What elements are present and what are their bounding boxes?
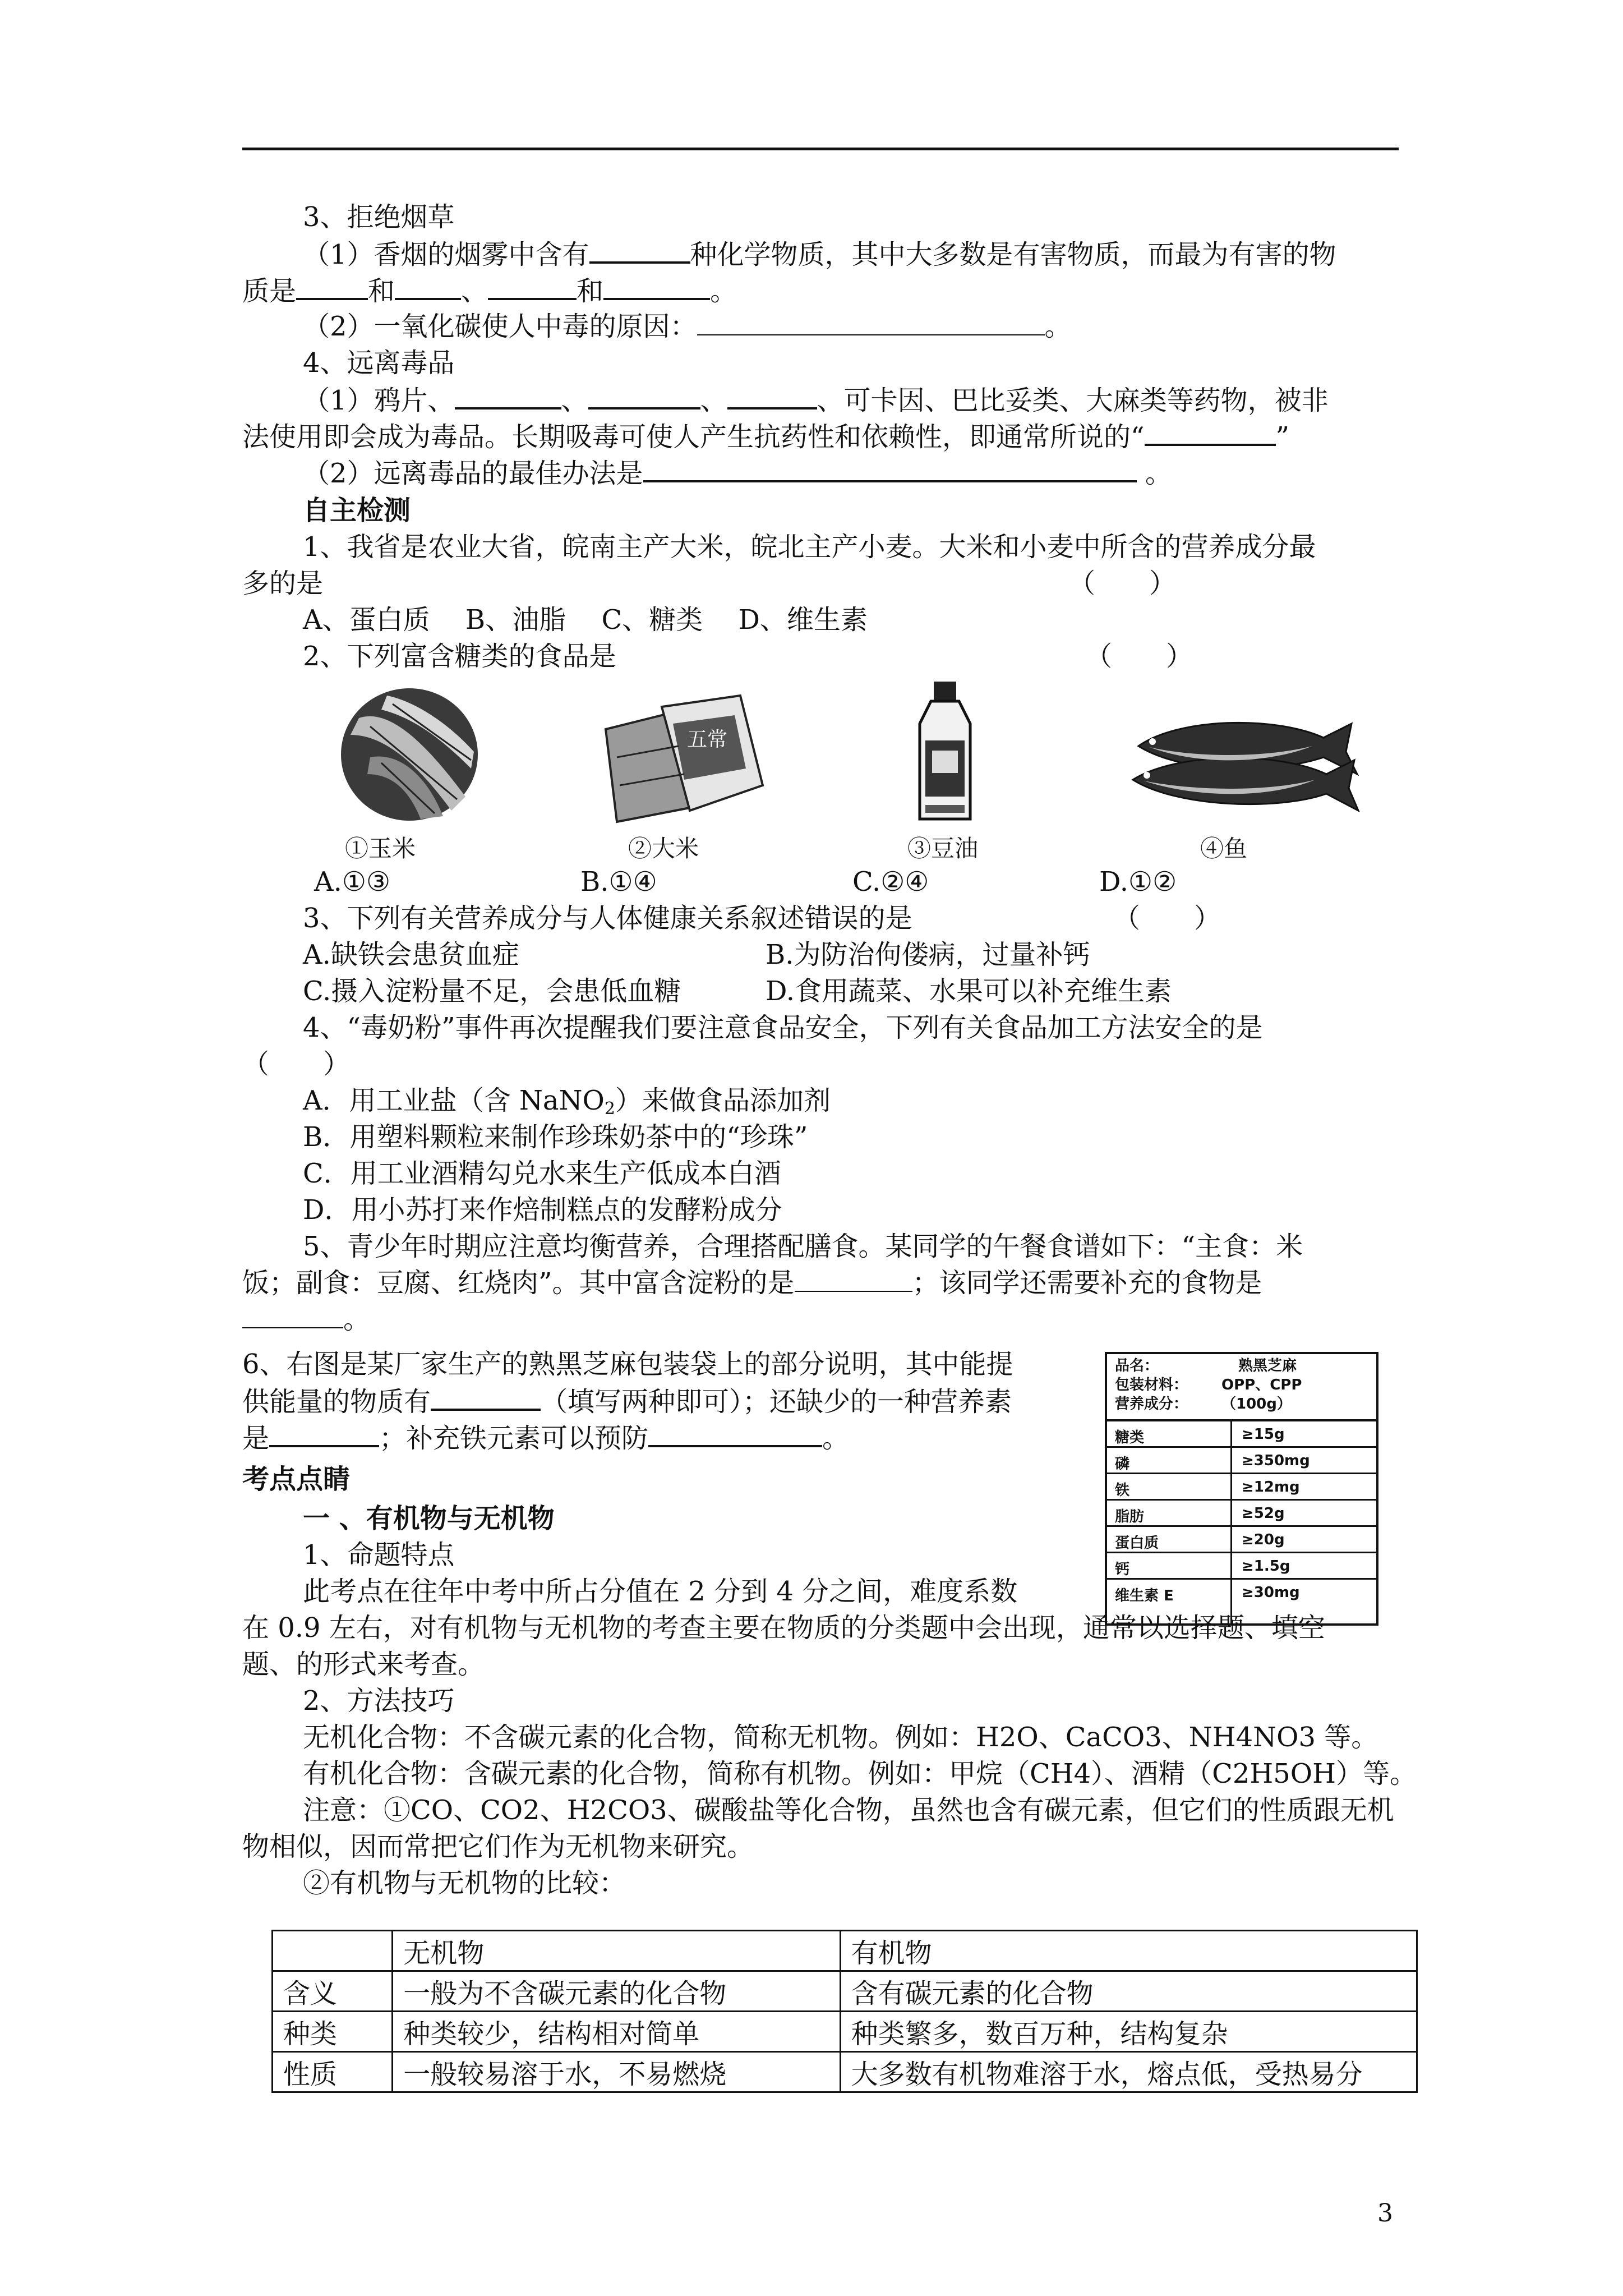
table-cell: 种类 bbox=[273, 2012, 393, 2052]
heading-self-test: 自主检测 bbox=[303, 495, 411, 526]
q1-line-2: 多的是 bbox=[242, 568, 324, 599]
para-comparison: ②有机物与无机物的比较： bbox=[303, 1867, 626, 1899]
fish-image bbox=[1127, 712, 1363, 819]
q3-paren: （ ） bbox=[1113, 903, 1221, 934]
q4-option-a: A．用工业盐（含 NaNO2）来做食品添加剂 bbox=[303, 1085, 831, 1119]
table-cell: 种类繁多，数百万种，结构复杂 bbox=[840, 2012, 1417, 2052]
section-tobacco: 3、拒绝烟草 bbox=[303, 201, 455, 233]
nutrition-row: 糖类 ≥15g bbox=[1107, 1421, 1376, 1448]
para-1-line-3: 题、的形式来考查。 bbox=[242, 1649, 485, 1680]
q2-option-a: A.①③ bbox=[314, 866, 390, 898]
food-caption-corn: ①玉米 bbox=[345, 835, 416, 862]
q3-option-b: B.为防治佝偻病，过量补钙 bbox=[766, 939, 1090, 970]
soybean-oil-bottle-image bbox=[909, 679, 981, 825]
section-drugs: 4、远离毒品 bbox=[303, 347, 455, 379]
nutrition-row: 蛋白质 ≥20g bbox=[1107, 1527, 1376, 1553]
q2-paren: （ ） bbox=[1085, 641, 1193, 672]
comparison-table bbox=[271, 1930, 1418, 2093]
nutrition-row: 钙 ≥1.5g bbox=[1107, 1553, 1376, 1580]
heading-organic-inorganic: 一 、有机物与无机物 bbox=[303, 1503, 555, 1534]
nutrition-row: 磷 ≥350mg bbox=[1107, 1448, 1376, 1474]
table-cell bbox=[273, 1931, 393, 1971]
q4-option-d: D．用小苏打来作焙制糕点的发酵粉成分 bbox=[303, 1194, 782, 1226]
q3-option-a: A.缺铁会患贫血症 bbox=[303, 939, 519, 970]
q3-stem: 3、下列有关营养成分与人体健康关系叙述错误的是 bbox=[303, 903, 912, 934]
q2-option-b: B.①④ bbox=[580, 866, 657, 898]
nutrition-row: 维生素 E ≥30mg bbox=[1115, 1584, 1300, 1604]
para-organic: 有机化合物：含碳元素的化合物，简称有机物。例如：甲烷（CH4）、酒精（C2H5OH）等。 bbox=[303, 1758, 1417, 1789]
q2-option-c: C.②④ bbox=[852, 866, 929, 898]
table-cell: 性质 bbox=[273, 2052, 393, 2092]
para-1-line-1: 此考点在往年中考中所占分值在 2 分到 4 分之间，难度系数 bbox=[303, 1576, 1018, 1607]
q4-paren: （ ） bbox=[242, 1048, 351, 1080]
table-cell: 一般为不含碳元素的化合物 bbox=[393, 1971, 840, 2012]
drugs-line-1: （1）鸦片、 、 、 、可卡因、巴比妥类、大麻类等药物，被非 bbox=[303, 381, 1329, 418]
food-caption-rice: ②大米 bbox=[628, 835, 699, 862]
food-caption-fish: ④鱼 bbox=[1200, 835, 1248, 862]
nutrition-row: 铁 ≥12mg bbox=[1107, 1474, 1376, 1501]
table-row bbox=[273, 2052, 1417, 2092]
q4-option-b: B．用塑料颗粒来制作珍珠奶茶中的“珍珠” bbox=[303, 1121, 808, 1153]
tobacco-line-2: 质是 和 、 和 。 bbox=[242, 272, 737, 309]
food-caption-oil: ③豆油 bbox=[907, 835, 979, 862]
rice-bag-image bbox=[594, 690, 768, 825]
q2-option-d: D.①② bbox=[1099, 866, 1177, 898]
table-row bbox=[273, 2012, 1417, 2052]
table-cell: 含有碳元素的化合物 bbox=[840, 1971, 1417, 2012]
para-note-line-1: 注意：①CO、CO2、H2CO3、碳酸盐等化合物，虽然也含有碳元素，但它们的性质跟无机 bbox=[303, 1795, 1394, 1826]
q4-stem: 4、“毒奶粉”事件再次提醒我们要注意食品安全，下列有关食品加工方法安全的是 bbox=[303, 1012, 1263, 1043]
table-cell: 大多数有机物难溶于水，熔点低，受热易分 bbox=[840, 2052, 1417, 2092]
q5-line-3: 。 bbox=[242, 1301, 370, 1337]
table-cell: 一般较易溶于水，不易燃烧 bbox=[393, 2052, 840, 2092]
table-cell: 含义 bbox=[273, 1971, 393, 2012]
corn-image bbox=[336, 684, 482, 825]
tobacco-line-1: （1）香烟的烟雾中含有 种化学物质，其中大多数是有害物质，而最为有害的物 bbox=[303, 236, 1336, 273]
q1-paren: （ ） bbox=[1068, 568, 1177, 599]
sub-heading-methods: 2、方法技巧 bbox=[303, 1685, 455, 1717]
page-number: 3 bbox=[1377, 2199, 1393, 2228]
table-cell: 种类较少，结构相对简单 bbox=[393, 2012, 840, 2052]
q3-option-c: C.摄入淀粉量不足，会患低血糖 bbox=[303, 976, 681, 1007]
q3-option-d: D.食用蔬菜、水果可以补充维生素 bbox=[766, 976, 1172, 1007]
para-1-line-2: 在 0.9 左右，对有机物与无机物的考查主要在物质的分类题中会出现，通常以选择题、填空 bbox=[242, 1612, 1325, 1644]
q6-line-2: 供能量的物质有 （填写两种即可）；还缺少的一种营养素 bbox=[242, 1383, 1012, 1420]
drugs-line-3: （2）远离毒品的最佳办法是 。 bbox=[303, 454, 1172, 491]
table-cell: 有机物 bbox=[840, 1931, 1417, 1971]
q4-option-c: C．用工业酒精勾兑水来生产低成本白酒 bbox=[303, 1158, 781, 1189]
heading-key-points: 考点点睛 bbox=[242, 1464, 351, 1495]
para-note-line-2: 物相似，因而常把它们作为无机物来研究。 bbox=[242, 1831, 754, 1862]
q6-line-3: 是 ；补充铁元素可以预防 。 bbox=[242, 1419, 849, 1456]
sub-heading-features: 1、命题特点 bbox=[303, 1539, 455, 1571]
nutrition-row: 脂肪 ≥52g bbox=[1107, 1501, 1376, 1527]
rice-bag-label: 五常 bbox=[687, 728, 728, 751]
q1-options: A、蛋白质 B、油脂 C、糖类 D、维生素 bbox=[303, 604, 868, 636]
table-row bbox=[273, 1971, 1417, 2012]
nutrition-label: 品名： 熟黑芝麻 包装材料： OPP、CPP 营养成分： （100g） 糖类 ≥15g 磷 ≥350mg 铁 ≥12mg 脂肪 ≥52g 蛋白质 ≥20g 钙 ≥1.5g 维生素 E ≥30mg bbox=[1105, 1352, 1378, 1626]
q5-line-1: 5、青少年时期应注意均衡营养，合理搭配膳食。某同学的午餐食谱如下：“主食：米 bbox=[303, 1231, 1303, 1262]
table-cell: 无机物 bbox=[393, 1931, 840, 1971]
tobacco-line-3: （2）一氧化碳使人中毒的原因： 。 bbox=[303, 309, 1072, 344]
table-header-row bbox=[273, 1931, 1417, 1971]
para-inorganic: 无机化合物：不含碳元素的化合物，简称无机物。例如：H2O、CaCO3、NH4NO3 等。 bbox=[303, 1722, 1378, 1753]
q2-stem: 2、下列富含糖类的食品是 bbox=[303, 641, 616, 672]
q5-line-2: 饭；副食：豆腐、红烧肉”。其中富含淀粉的是 ；该同学还需要补充的食物是 bbox=[242, 1265, 1262, 1301]
q6-line-1: 6、右图是某厂家生产的熟黑芝麻包装袋上的部分说明，其中能提 bbox=[242, 1349, 1013, 1380]
q1-line-1: 1、我省是农业大省，皖南主产大米，皖北主产小麦。大米和小麦中所含的营养成分最 bbox=[303, 531, 1316, 563]
header-rule bbox=[242, 148, 1399, 150]
drugs-line-2: 法使用即会成为毒品。长期吸毒可使人产生抗药性和依赖性，即通常所说的“ ” bbox=[242, 418, 1289, 455]
